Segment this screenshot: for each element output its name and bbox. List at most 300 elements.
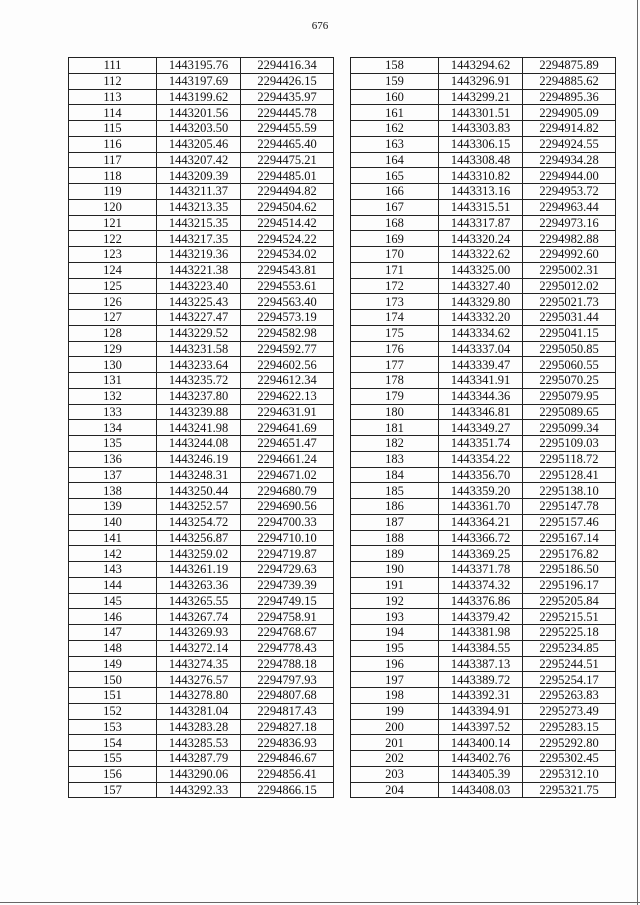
point-number-cell: 157 (69, 782, 157, 798)
x-coordinate-cell: 1443364.21 (439, 514, 523, 530)
point-number-cell: 129 (69, 341, 157, 357)
x-coordinate-cell: 1443313.16 (439, 184, 523, 200)
point-number-cell: 136 (69, 451, 157, 467)
point-number-cell: 132 (69, 388, 157, 404)
y-coordinate-cell: 2294661.24 (241, 451, 334, 467)
table-row (69, 562, 334, 578)
y-coordinate-cell: 2294416.34 (241, 58, 334, 74)
point-number-cell: 152 (69, 703, 157, 719)
y-coordinate-cell: 2294504.62 (241, 199, 334, 215)
table-row (351, 373, 616, 389)
point-number-cell: 179 (351, 388, 439, 404)
point-number-cell: 166 (351, 184, 439, 200)
point-number-cell: 151 (69, 688, 157, 704)
point-number-cell: 176 (351, 341, 439, 357)
y-coordinate-cell: 2294475.21 (241, 152, 334, 168)
table-row (351, 546, 616, 562)
y-coordinate-cell: 2294856.41 (241, 766, 334, 782)
table-row (69, 136, 334, 152)
y-coordinate-cell: 2294817.43 (241, 703, 334, 719)
table-row (69, 467, 334, 483)
y-coordinate-cell: 2294671.02 (241, 467, 334, 483)
x-coordinate-cell: 1443246.19 (157, 451, 241, 467)
x-coordinate-cell: 1443394.91 (439, 703, 523, 719)
point-number-cell: 145 (69, 593, 157, 609)
x-coordinate-cell: 1443294.62 (439, 58, 523, 74)
table-row (69, 656, 334, 672)
point-number-cell: 203 (351, 766, 439, 782)
y-coordinate-cell: 2294895.36 (523, 89, 616, 105)
x-coordinate-cell: 1443237.80 (157, 388, 241, 404)
y-coordinate-cell: 2294622.13 (241, 388, 334, 404)
x-coordinate-cell: 1443317.87 (439, 215, 523, 231)
y-coordinate-cell: 2295225.18 (523, 625, 616, 641)
y-coordinate-cell: 2295021.73 (523, 294, 616, 310)
table-row (351, 89, 616, 105)
table-row (69, 262, 334, 278)
point-number-cell: 147 (69, 625, 157, 641)
table-row (69, 388, 334, 404)
x-coordinate-cell: 1443231.58 (157, 341, 241, 357)
table-row (69, 688, 334, 704)
point-number-cell: 188 (351, 530, 439, 546)
x-coordinate-cell: 1443278.80 (157, 688, 241, 704)
table-row (351, 499, 616, 515)
y-coordinate-cell: 2294700.33 (241, 514, 334, 530)
table-row (351, 357, 616, 373)
y-coordinate-cell: 2294982.88 (523, 231, 616, 247)
y-coordinate-cell: 2295128.41 (523, 467, 616, 483)
table-row (351, 310, 616, 326)
point-number-cell: 162 (351, 121, 439, 137)
table-row (351, 719, 616, 735)
x-coordinate-cell: 1443361.70 (439, 499, 523, 515)
table-row (69, 357, 334, 373)
point-number-cell: 177 (351, 357, 439, 373)
table-row (69, 703, 334, 719)
x-coordinate-cell: 1443265.55 (157, 593, 241, 609)
y-coordinate-cell: 2294934.28 (523, 152, 616, 168)
x-coordinate-cell: 1443281.04 (157, 703, 241, 719)
x-coordinate-cell: 1443211.37 (157, 184, 241, 200)
x-coordinate-cell: 1443301.51 (439, 105, 523, 121)
y-coordinate-cell: 2294729.63 (241, 562, 334, 578)
point-number-cell: 141 (69, 530, 157, 546)
point-number-cell: 186 (351, 499, 439, 515)
x-coordinate-cell: 1443235.72 (157, 373, 241, 389)
x-coordinate-cell: 1443389.72 (439, 672, 523, 688)
y-coordinate-cell: 2295147.78 (523, 499, 616, 515)
x-coordinate-cell: 1443256.87 (157, 530, 241, 546)
table-row (351, 514, 616, 530)
y-coordinate-cell: 2294973.16 (523, 215, 616, 231)
x-coordinate-cell: 1443354.22 (439, 451, 523, 467)
point-number-cell: 192 (351, 593, 439, 609)
x-coordinate-cell: 1443241.98 (157, 420, 241, 436)
y-coordinate-cell: 2294719.87 (241, 546, 334, 562)
point-number-cell: 183 (351, 451, 439, 467)
table-row (69, 514, 334, 530)
x-coordinate-cell: 1443292.33 (157, 782, 241, 798)
y-coordinate-cell: 2294641.69 (241, 420, 334, 436)
x-coordinate-cell: 1443332.20 (439, 310, 523, 326)
x-coordinate-cell: 1443197.69 (157, 73, 241, 89)
table-row (351, 184, 616, 200)
y-coordinate-cell: 2294563.40 (241, 294, 334, 310)
point-number-cell: 150 (69, 672, 157, 688)
point-number-cell: 124 (69, 262, 157, 278)
table-row (351, 688, 616, 704)
y-coordinate-cell: 2295099.34 (523, 420, 616, 436)
y-coordinate-cell: 2295176.82 (523, 546, 616, 562)
y-coordinate-cell: 2294866.15 (241, 782, 334, 798)
y-coordinate-cell: 2295263.83 (523, 688, 616, 704)
y-coordinate-cell: 2295060.55 (523, 357, 616, 373)
table-row (351, 640, 616, 656)
table-row (69, 530, 334, 546)
x-coordinate-cell: 1443392.31 (439, 688, 523, 704)
y-coordinate-cell: 2294612.34 (241, 373, 334, 389)
x-coordinate-cell: 1443344.36 (439, 388, 523, 404)
point-number-cell: 114 (69, 105, 157, 121)
table-row (69, 735, 334, 751)
x-coordinate-cell: 1443221.38 (157, 262, 241, 278)
y-coordinate-cell: 2294963.44 (523, 199, 616, 215)
table-row (69, 436, 334, 452)
x-coordinate-cell: 1443327.40 (439, 278, 523, 294)
table-row (351, 735, 616, 751)
x-coordinate-cell: 1443374.32 (439, 577, 523, 593)
point-number-cell: 181 (351, 420, 439, 436)
y-coordinate-cell: 2294836.93 (241, 735, 334, 751)
table-row (351, 751, 616, 767)
x-coordinate-cell: 1443371.78 (439, 562, 523, 578)
y-coordinate-cell: 2295079.95 (523, 388, 616, 404)
y-coordinate-cell: 2295041.15 (523, 325, 616, 341)
point-number-cell: 140 (69, 514, 157, 530)
x-coordinate-cell: 1443397.52 (439, 719, 523, 735)
table-row (69, 373, 334, 389)
y-coordinate-cell: 2294631.91 (241, 404, 334, 420)
table-row (69, 105, 334, 121)
table-row (351, 341, 616, 357)
table-row (69, 782, 334, 798)
x-coordinate-cell: 1443351.74 (439, 436, 523, 452)
x-coordinate-cell: 1443195.76 (157, 58, 241, 74)
point-number-cell: 154 (69, 735, 157, 751)
table-row (69, 499, 334, 515)
point-number-cell: 175 (351, 325, 439, 341)
x-coordinate-cell: 1443227.47 (157, 310, 241, 326)
point-number-cell: 153 (69, 719, 157, 735)
table-row (351, 168, 616, 184)
table-row (69, 404, 334, 420)
y-coordinate-cell: 2294875.89 (523, 58, 616, 74)
point-number-cell: 159 (351, 73, 439, 89)
y-coordinate-cell: 2294455.59 (241, 121, 334, 137)
point-number-cell: 113 (69, 89, 157, 105)
point-number-cell: 155 (69, 751, 157, 767)
x-coordinate-cell: 1443205.46 (157, 136, 241, 152)
x-coordinate-cell: 1443376.86 (439, 593, 523, 609)
y-coordinate-cell: 2294582.98 (241, 325, 334, 341)
point-number-cell: 135 (69, 436, 157, 452)
y-coordinate-cell: 2294524.22 (241, 231, 334, 247)
table-row (351, 325, 616, 341)
x-coordinate-cell: 1443341.91 (439, 373, 523, 389)
point-number-cell: 120 (69, 199, 157, 215)
x-coordinate-cell: 1443329.80 (439, 294, 523, 310)
y-coordinate-cell: 2294592.77 (241, 341, 334, 357)
table-row (351, 467, 616, 483)
y-coordinate-cell: 2295244.51 (523, 656, 616, 672)
point-number-cell: 165 (351, 168, 439, 184)
x-coordinate-cell: 1443287.79 (157, 751, 241, 767)
table-row (351, 121, 616, 137)
x-coordinate-cell: 1443303.83 (439, 121, 523, 137)
point-number-cell: 133 (69, 404, 157, 420)
point-number-cell: 190 (351, 562, 439, 578)
y-coordinate-cell: 2294758.91 (241, 609, 334, 625)
table-row (69, 168, 334, 184)
table-row (351, 73, 616, 89)
scan-edge-right (637, 0, 638, 905)
x-coordinate-cell: 1443254.72 (157, 514, 241, 530)
y-coordinate-cell: 2294739.39 (241, 577, 334, 593)
y-coordinate-cell: 2295273.49 (523, 703, 616, 719)
x-coordinate-cell: 1443369.25 (439, 546, 523, 562)
point-number-cell: 195 (351, 640, 439, 656)
y-coordinate-cell: 2295254.17 (523, 672, 616, 688)
table-row (69, 577, 334, 593)
table-row (69, 325, 334, 341)
x-coordinate-cell: 1443233.64 (157, 357, 241, 373)
y-coordinate-cell: 2294914.82 (523, 121, 616, 137)
table-row (351, 483, 616, 499)
x-coordinate-cell: 1443269.93 (157, 625, 241, 641)
point-number-cell: 182 (351, 436, 439, 452)
x-coordinate-cell: 1443349.27 (439, 420, 523, 436)
point-number-cell: 200 (351, 719, 439, 735)
y-coordinate-cell: 2295157.46 (523, 514, 616, 530)
x-coordinate-cell: 1443213.35 (157, 199, 241, 215)
point-number-cell: 121 (69, 215, 157, 231)
table-row (351, 562, 616, 578)
table-row (351, 278, 616, 294)
x-coordinate-cell: 1443209.39 (157, 168, 241, 184)
x-coordinate-cell: 1443308.48 (439, 152, 523, 168)
table-row (69, 310, 334, 326)
table-row (351, 436, 616, 452)
y-coordinate-cell: 2294553.61 (241, 278, 334, 294)
x-coordinate-cell: 1443400.14 (439, 735, 523, 751)
point-number-cell: 191 (351, 577, 439, 593)
x-coordinate-cell: 1443346.81 (439, 404, 523, 420)
point-number-cell: 180 (351, 404, 439, 420)
table-row (351, 672, 616, 688)
y-coordinate-cell: 2294435.97 (241, 89, 334, 105)
x-coordinate-cell: 1443356.70 (439, 467, 523, 483)
point-number-cell: 111 (69, 58, 157, 74)
y-coordinate-cell: 2295050.85 (523, 341, 616, 357)
y-coordinate-cell: 2294846.67 (241, 751, 334, 767)
x-coordinate-cell: 1443199.62 (157, 89, 241, 105)
table-row (69, 420, 334, 436)
point-number-cell: 144 (69, 577, 157, 593)
x-coordinate-cell: 1443315.51 (439, 199, 523, 215)
y-coordinate-cell: 2295138.10 (523, 483, 616, 499)
table-row (69, 341, 334, 357)
point-number-cell: 130 (69, 357, 157, 373)
table-row (351, 247, 616, 263)
table-row (69, 231, 334, 247)
table-row (351, 294, 616, 310)
y-coordinate-cell: 2294465.40 (241, 136, 334, 152)
y-coordinate-cell: 2295234.85 (523, 640, 616, 656)
point-number-cell: 198 (351, 688, 439, 704)
x-coordinate-cell: 1443267.74 (157, 609, 241, 625)
point-number-cell: 171 (351, 262, 439, 278)
point-number-cell: 184 (351, 467, 439, 483)
y-coordinate-cell: 2294749.15 (241, 593, 334, 609)
y-coordinate-cell: 2295312.10 (523, 766, 616, 782)
x-coordinate-cell: 1443272.14 (157, 640, 241, 656)
point-number-cell: 131 (69, 373, 157, 389)
table-row (69, 640, 334, 656)
y-coordinate-cell: 2295215.51 (523, 609, 616, 625)
table-row (351, 530, 616, 546)
point-number-cell: 118 (69, 168, 157, 184)
y-coordinate-cell: 2294788.18 (241, 656, 334, 672)
y-coordinate-cell: 2294485.01 (241, 168, 334, 184)
x-coordinate-cell: 1443225.43 (157, 294, 241, 310)
y-coordinate-cell: 2294768.67 (241, 625, 334, 641)
table-row (69, 247, 334, 263)
x-coordinate-cell: 1443215.35 (157, 215, 241, 231)
page-number: 676 (311, 20, 329, 32)
table-row (69, 625, 334, 641)
x-coordinate-cell: 1443337.04 (439, 341, 523, 357)
table-row (351, 609, 616, 625)
x-coordinate-cell: 1443325.00 (439, 262, 523, 278)
table-row (351, 420, 616, 436)
point-number-cell: 115 (69, 121, 157, 137)
x-coordinate-cell: 1443229.52 (157, 325, 241, 341)
x-coordinate-cell: 1443381.98 (439, 625, 523, 641)
x-coordinate-cell: 1443310.82 (439, 168, 523, 184)
y-coordinate-cell: 2294602.56 (241, 357, 334, 373)
point-number-cell: 194 (351, 625, 439, 641)
point-number-cell: 112 (69, 73, 157, 89)
table-row (351, 388, 616, 404)
y-coordinate-cell: 2294543.81 (241, 262, 334, 278)
point-number-cell: 202 (351, 751, 439, 767)
table-row (69, 199, 334, 215)
x-coordinate-cell: 1443387.13 (439, 656, 523, 672)
point-number-cell: 163 (351, 136, 439, 152)
x-coordinate-cell: 1443296.91 (439, 73, 523, 89)
point-number-cell: 164 (351, 152, 439, 168)
x-coordinate-cell: 1443402.76 (439, 751, 523, 767)
y-coordinate-cell: 2294944.00 (523, 168, 616, 184)
table-row (351, 593, 616, 609)
table-row (69, 766, 334, 782)
x-coordinate-cell: 1443217.35 (157, 231, 241, 247)
point-number-cell: 185 (351, 483, 439, 499)
y-coordinate-cell: 2295070.25 (523, 373, 616, 389)
y-coordinate-cell: 2294992.60 (523, 247, 616, 263)
table-row (69, 609, 334, 625)
point-number-cell: 170 (351, 247, 439, 263)
y-coordinate-cell: 2294690.56 (241, 499, 334, 515)
table-row (69, 672, 334, 688)
table-row (69, 89, 334, 105)
table-row (351, 656, 616, 672)
y-coordinate-cell: 2294807.68 (241, 688, 334, 704)
y-coordinate-cell: 2295186.50 (523, 562, 616, 578)
table-row (69, 73, 334, 89)
point-number-cell: 123 (69, 247, 157, 263)
y-coordinate-cell: 2295002.31 (523, 262, 616, 278)
point-number-cell: 201 (351, 735, 439, 751)
x-coordinate-cell: 1443244.08 (157, 436, 241, 452)
point-number-cell: 134 (69, 420, 157, 436)
x-coordinate-cell: 1443320.24 (439, 231, 523, 247)
x-coordinate-cell: 1443339.47 (439, 357, 523, 373)
point-number-cell: 174 (351, 310, 439, 326)
table-row (351, 625, 616, 641)
table-row (351, 215, 616, 231)
y-coordinate-cell: 2294953.72 (523, 184, 616, 200)
point-number-cell: 167 (351, 199, 439, 215)
table-row (69, 121, 334, 137)
point-number-cell: 189 (351, 546, 439, 562)
table-row (69, 294, 334, 310)
point-number-cell: 196 (351, 656, 439, 672)
y-coordinate-cell: 2295167.14 (523, 530, 616, 546)
x-coordinate-cell: 1443248.31 (157, 467, 241, 483)
x-coordinate-cell: 1443261.19 (157, 562, 241, 578)
y-coordinate-cell: 2295283.15 (523, 719, 616, 735)
table-row (351, 136, 616, 152)
y-coordinate-cell: 2294924.55 (523, 136, 616, 152)
table-row (69, 751, 334, 767)
point-number-cell: 197 (351, 672, 439, 688)
y-coordinate-cell: 2295292.80 (523, 735, 616, 751)
table-row (351, 451, 616, 467)
scan-edge-bottom (0, 902, 640, 903)
table-row (351, 231, 616, 247)
x-coordinate-cell: 1443252.57 (157, 499, 241, 515)
x-coordinate-cell: 1443285.53 (157, 735, 241, 751)
table-row (69, 184, 334, 200)
table-row (351, 766, 616, 782)
point-number-cell: 187 (351, 514, 439, 530)
point-number-cell: 119 (69, 184, 157, 200)
point-number-cell: 172 (351, 278, 439, 294)
x-coordinate-cell: 1443250.44 (157, 483, 241, 499)
point-number-cell: 143 (69, 562, 157, 578)
point-number-cell: 161 (351, 105, 439, 121)
table-row (69, 451, 334, 467)
x-coordinate-cell: 1443366.72 (439, 530, 523, 546)
x-coordinate-cell: 1443259.02 (157, 546, 241, 562)
x-coordinate-cell: 1443207.42 (157, 152, 241, 168)
x-coordinate-cell: 1443263.36 (157, 577, 241, 593)
table-row (69, 593, 334, 609)
y-coordinate-cell: 2295109.03 (523, 436, 616, 452)
y-coordinate-cell: 2294827.18 (241, 719, 334, 735)
